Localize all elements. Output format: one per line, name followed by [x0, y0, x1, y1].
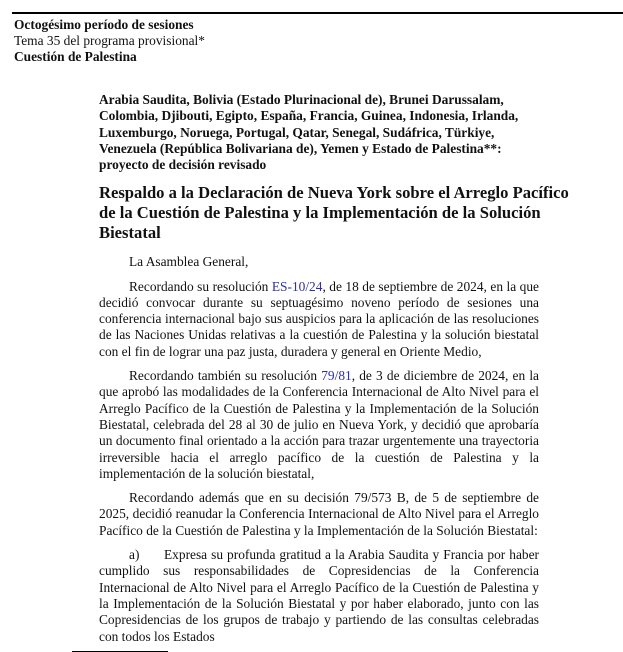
- intro: [99, 254, 539, 270]
- item-a-text: Expresa su profunda gratitud a la Arabia Saudita y Francia por haber cumplido sus responsabilidades de Copresidencias de la Conferencia Internacional de Alto Nivel para el Arreglo Pacífico de la Cuestión de Palestina y la Implementación de la Solución Biestatal y por haber elaborado, junto con las Copresidencias de los grupos de trabajo y partiendo de las consultas celebradas con todos los Estados: [99, 547, 539, 644]
- paragraph-1: [99, 279, 539, 360]
- paragraph-1-after: , de 18 de septiembre de 2024, en la que decidió convocar durante su septuagésimo noveno período de sesiones una conferencia internacional bajo sus auspicios para la aplicación de las resoluciones de las Naciones Unidas relativas a la cuestión de Palestina y la solución biestatal con el fin de lograr una paz justa, duradera y general en Oriente Medio,: [99, 278, 540, 359]
- sponsors-list: Arabia Saudita, Bolivia (Estado Plurinacional de), Brunei Darussalam, Colombia, Djibouti, Egipto, España, Francia, Guinea, Indonesia, Irlanda, Luxemburgo, Noruega, Portugal, Qatar, Senegal, Sudáfrica, Türkiye, Venezuela (República Bolivariana de), Yemen y Estado de Palestina**: proyecto de decisión revisado: [99, 92, 519, 173]
- paragraph-2-after: , de 3 de diciembre de 2024, en la que aprobó las modalidades de la Conferencia Internacional de Alto Nivel para el Arreglo Pacífico de la Cuestión de Palestina y la Implementación de la Solución Biestatal, celebrada del 28 al 30 de julio en Nueva York, y decidió que aprobaría un documento final orientado a la acción para trazar urgentemente una trayectoria irreversible hacia el arreglo pacífico de la cuestión de Palestina y la implementación de la solución biestatal,: [99, 368, 539, 481]
- item-a: [99, 547, 539, 645]
- paragraph-1-before: Recordando su resolución: [129, 278, 272, 294]
- topic-title: Cuestión de Palestina: [14, 49, 137, 64]
- resolution-title: Respaldo a la Declaración de Nueva York sobre el Arreglo Pacífico de la Cuestión de Palestina y la Implementación de la Solución Biestatal: [99, 183, 569, 242]
- agenda-item: Tema 35 del programa provisional*: [14, 33, 205, 48]
- paragraph-3-text: Recordando además que en su decisión 79/573 B, de 5 de septiembre de 2025, decidió reanudar la Conferencia Internacional de Alto Nivel para el Arreglo Pacífico de la Cuestión de Palestina y la Implementación de la Solución Biestatal:: [99, 490, 539, 538]
- paragraph-2-before: Recordando también su resolución: [129, 368, 322, 384]
- session-title: Octogésimo período de sesiones: [14, 17, 194, 32]
- paragraph-2: [99, 368, 539, 482]
- document-body: [99, 92, 569, 652]
- document-header: [14, 17, 205, 65]
- resolution-link-79-81[interactable]: 79/81: [321, 368, 352, 384]
- item-a-label: a): [129, 547, 140, 563]
- paragraph-3: [99, 490, 539, 539]
- intro-text: La Asamblea General,: [129, 254, 249, 270]
- resolution-link-es-10-24[interactable]: ES-10/24: [271, 278, 323, 294]
- top-rule: [12, 12, 623, 14]
